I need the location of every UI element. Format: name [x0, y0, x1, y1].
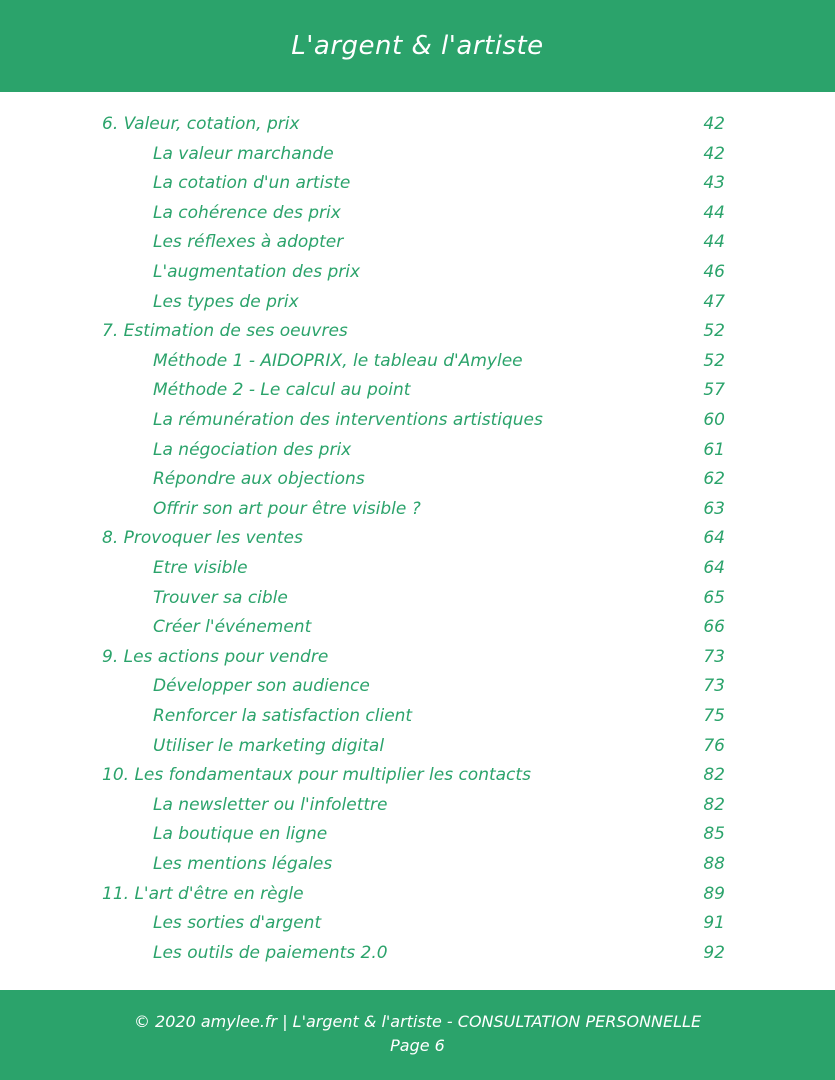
toc-entry-page: 57 [703, 380, 725, 401]
toc-entry[interactable] [0, 763, 835, 787]
toc-entry-title: 11. L'art d'être en règle [102, 883, 304, 904]
toc-entry-title: 9. Les actions pour vendre [102, 646, 329, 667]
toc-entry[interactable] [0, 793, 835, 817]
toc-entry-page: 64 [703, 558, 725, 578]
toc-entry-page: 66 [703, 617, 725, 638]
toc-entry-title: La valeur marchande [153, 143, 334, 164]
toc-entry-page: 43 [703, 173, 725, 194]
toc-entry[interactable] [0, 704, 835, 728]
toc-entry-page: 47 [703, 291, 725, 312]
toc-entry-page: 76 [703, 735, 725, 756]
toc-entry[interactable] [0, 674, 835, 698]
toc-entry-title: Les outils de paiements 2.0 [153, 942, 388, 963]
toc-entry[interactable] [0, 497, 835, 521]
toc-entry[interactable] [0, 438, 835, 462]
toc-entry-title: L'augmentation des prix [153, 262, 361, 282]
toc-entry-page: 44 [703, 202, 725, 223]
toc-entry-title: Etre visible [153, 558, 248, 578]
toc-entry-page: 46 [703, 262, 725, 282]
toc-entry[interactable] [0, 526, 835, 550]
toc-entry[interactable] [0, 911, 835, 935]
toc-entry-page: 44 [703, 232, 725, 253]
toc-entry-page: 82 [703, 794, 725, 815]
copyright-notice: © 2020 amylee.fr | L'argent & l'artiste - CONSULTATION PERSONNELLE [133, 1012, 702, 1031]
toc-entry-title: Utiliser le marketing digital [153, 735, 385, 756]
toc-entry-title: 6. Valeur, cotation, prix [102, 114, 300, 134]
toc-entry-title: La cotation d'un artiste [153, 173, 351, 194]
toc-entry-title: Méthode 1 - AIDOPRIX, le tableau d'Amylee [153, 350, 523, 371]
toc-entry-page: 60 [703, 410, 725, 430]
toc-entry-page: 42 [703, 114, 725, 134]
toc-entry[interactable] [0, 556, 835, 580]
toc-entry[interactable] [0, 112, 835, 136]
toc-entry[interactable] [0, 201, 835, 225]
toc-entry-page: 73 [703, 676, 725, 697]
toc-entry-title: Créer l'événement [153, 617, 312, 638]
toc-entry[interactable] [0, 260, 835, 284]
toc-entry-title: La boutique en ligne [153, 824, 328, 845]
toc-entry-page: 82 [703, 765, 725, 786]
toc-entry[interactable] [0, 230, 835, 254]
toc-entry-page: 62 [703, 469, 725, 490]
toc-entry-page: 52 [703, 350, 725, 371]
toc-entry-title: La newsletter ou l'infolettre [153, 794, 388, 815]
toc-entry-title: La cohérence des prix [153, 202, 341, 223]
toc-entry-page: 63 [703, 498, 725, 519]
toc-entry[interactable] [0, 408, 835, 432]
toc-entry-page: 88 [703, 854, 725, 874]
page-footer [0, 990, 835, 1080]
toc-entry-title: 10. Les fondamentaux pour multiplier les contacts [102, 765, 531, 786]
toc-entry[interactable] [0, 467, 835, 491]
toc-entry-page: 61 [703, 439, 725, 460]
toc-entry[interactable] [0, 941, 835, 965]
toc-entry[interactable] [0, 319, 835, 343]
toc-entry-title: Développer son audience [153, 676, 370, 697]
toc-entry[interactable] [0, 852, 835, 876]
toc-entry[interactable] [0, 615, 835, 639]
toc-entry[interactable] [0, 645, 835, 669]
toc-entry-page: 65 [703, 587, 725, 608]
toc-entry-page: 52 [703, 321, 725, 342]
toc-entry-title: 8. Provoquer les ventes [102, 528, 303, 549]
toc-entry-title: Les mentions légales [153, 854, 333, 874]
toc-entry[interactable] [0, 882, 835, 906]
toc-entry-page: 91 [703, 913, 725, 934]
toc-entry-title: Renforcer la satisfaction client [153, 706, 413, 726]
toc-entry-page: 85 [703, 824, 725, 845]
page-number: Page 6 [390, 1036, 445, 1055]
toc-entry[interactable] [0, 822, 835, 846]
toc-entry-title: Trouver sa cible [153, 587, 288, 608]
toc-entry-title: La rémunération des interventions artistiques [153, 410, 543, 430]
toc-entry[interactable] [0, 171, 835, 195]
toc-entry-page: 75 [703, 706, 725, 726]
toc-entry[interactable] [0, 734, 835, 758]
toc-entry[interactable] [0, 378, 835, 402]
toc-entry-page: 89 [703, 883, 725, 904]
toc-entry[interactable] [0, 290, 835, 314]
toc-entry-title: Méthode 2 - Le calcul au point [153, 380, 411, 401]
toc-entry-page: 73 [703, 646, 725, 667]
toc-entry-title: Les types de prix [153, 291, 299, 312]
document-title: L'argent & l'artiste [291, 31, 544, 61]
page-header [0, 0, 835, 92]
toc-entry-title: Répondre aux objections [153, 469, 365, 490]
toc-entry[interactable] [0, 349, 835, 373]
toc-entry[interactable] [0, 586, 835, 610]
toc-entry-title: Les réflexes à adopter [153, 232, 344, 253]
toc-entry[interactable] [0, 142, 835, 166]
toc-entry-title: Les sorties d'argent [153, 913, 322, 934]
toc-entry-page: 92 [703, 942, 725, 963]
toc-entry-title: 7. Estimation de ses oeuvres [102, 321, 348, 342]
toc-entry-title: La négociation des prix [153, 439, 352, 460]
toc-entry-title: Offrir son art pour être visible ? [153, 498, 421, 519]
toc-entry-page: 64 [703, 528, 725, 549]
toc-entry-page: 42 [703, 143, 725, 164]
